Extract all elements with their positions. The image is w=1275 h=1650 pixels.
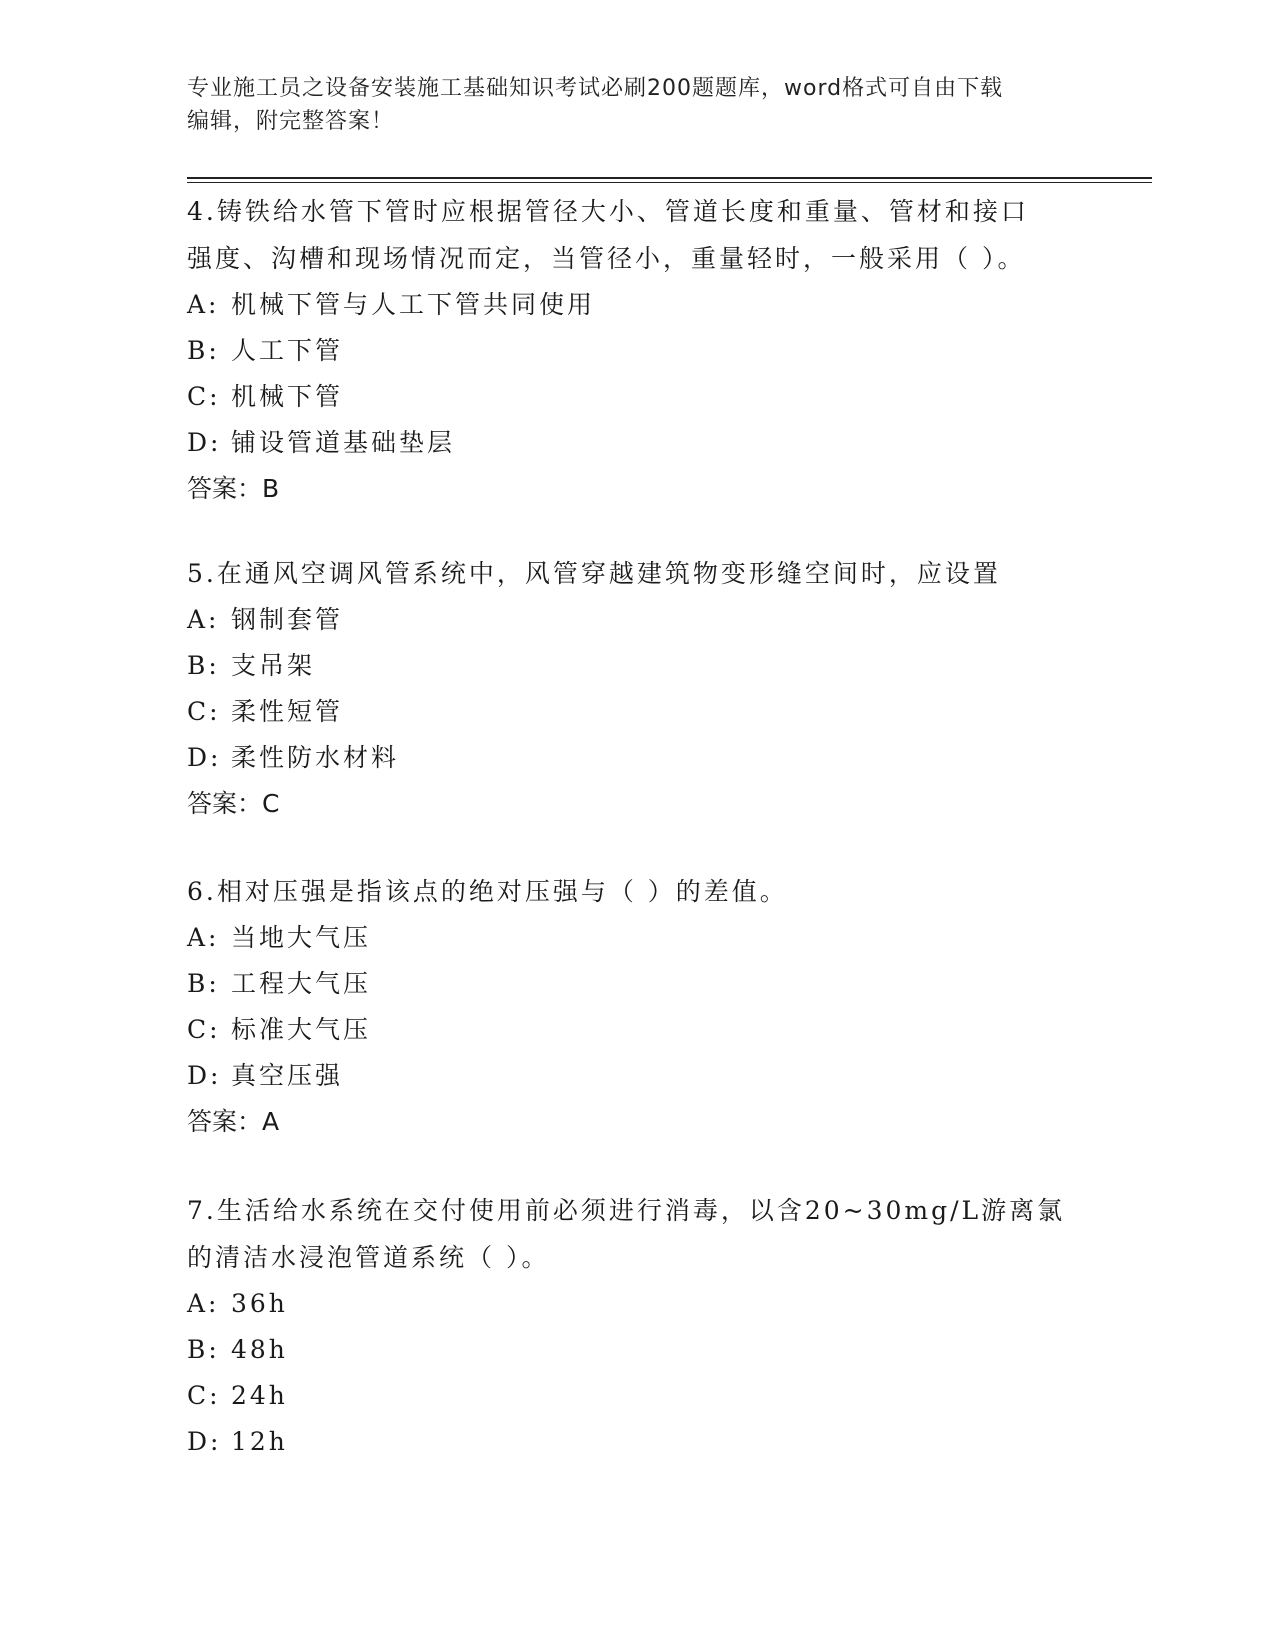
option-c	[187, 374, 1067, 420]
option-text: 机械下管	[231, 382, 344, 411]
option-letter: A:	[187, 1289, 220, 1318]
option-letter: D:	[187, 428, 222, 457]
question-stem-line: 4.铸铁给水管下管时应根据管径大小、管道长度和重量、管材和接口	[187, 197, 1029, 226]
option-letter: B:	[187, 969, 220, 998]
question-stem-line: 的清洁水浸泡管道系统（ ）。	[187, 1243, 550, 1272]
option-text: 24h	[231, 1381, 288, 1410]
option-letter: A:	[187, 290, 220, 319]
option-text: 36h	[231, 1289, 288, 1318]
option-b	[187, 1327, 1067, 1373]
option-b	[187, 961, 1067, 1007]
option-letter: A:	[187, 923, 220, 952]
answer-line: 答案：C	[187, 789, 280, 818]
option-d	[187, 1419, 1067, 1465]
option-d	[187, 735, 1067, 781]
option-letter: B:	[187, 651, 220, 680]
option-text: 机械下管与人工下管共同使用	[231, 290, 596, 319]
header-divider-thin	[187, 182, 1152, 183]
question-4	[187, 188, 1067, 512]
option-b	[187, 643, 1067, 689]
option-a	[187, 282, 1067, 328]
option-text: 48h	[231, 1335, 288, 1364]
document-header	[187, 72, 1067, 138]
question-7	[187, 1187, 1067, 1465]
question-stem-line: 6.相对压强是指该点的绝对压强与（ ）的差值。	[187, 877, 788, 906]
option-letter: D:	[187, 743, 222, 772]
option-letter: D:	[187, 1427, 222, 1456]
option-c	[187, 1007, 1067, 1053]
option-text: 铺设管道基础垫层	[231, 428, 456, 457]
question-stem-line: 7.生活给水系统在交付使用前必须进行消毒，以含20~30mg/L游离氯	[187, 1196, 1066, 1225]
option-text: 工程大气压	[231, 969, 372, 998]
option-letter: C:	[187, 1015, 221, 1044]
option-letter: D:	[187, 1061, 222, 1090]
option-text: 支吊架	[231, 651, 316, 680]
option-text: 人工下管	[231, 336, 344, 365]
question-stem-line: 强度、沟槽和现场情况而定，当管径小，重量轻时，一般采用（ ）。	[187, 244, 1026, 273]
question-stem-line: 5.在通风空调风管系统中，风管穿越建筑物变形缝空间时，应设置	[187, 559, 1001, 588]
option-a	[187, 915, 1067, 961]
header-line-1: 专业施工员之设备安装施工基础知识考试必刷200题题库，word格式可自由下载	[187, 76, 1004, 101]
header-line-2: 编辑，附完整答案！	[187, 109, 395, 134]
option-d	[187, 420, 1067, 466]
option-text: 柔性防水材料	[231, 743, 400, 772]
option-text: 当地大气压	[231, 923, 372, 952]
option-letter: B:	[187, 336, 220, 365]
answer-line: 答案：B	[187, 474, 280, 503]
option-d	[187, 1053, 1067, 1099]
answer-line: 答案：A	[187, 1107, 280, 1136]
option-c	[187, 1373, 1067, 1419]
option-b	[187, 328, 1067, 374]
option-letter: B:	[187, 1335, 220, 1364]
option-text: 12h	[231, 1427, 288, 1456]
option-letter: A:	[187, 605, 220, 634]
question-5	[187, 550, 1067, 827]
option-text: 钢制套管	[231, 605, 344, 634]
option-a	[187, 597, 1067, 643]
option-letter: C:	[187, 697, 221, 726]
header-divider-thick	[187, 177, 1152, 179]
question-6	[187, 868, 1067, 1145]
option-text: 柔性短管	[231, 697, 344, 726]
option-c	[187, 689, 1067, 735]
option-a	[187, 1281, 1067, 1327]
option-text: 真空压强	[231, 1061, 344, 1090]
option-text: 标准大气压	[231, 1015, 372, 1044]
option-letter: C:	[187, 1381, 221, 1410]
option-letter: C:	[187, 382, 221, 411]
